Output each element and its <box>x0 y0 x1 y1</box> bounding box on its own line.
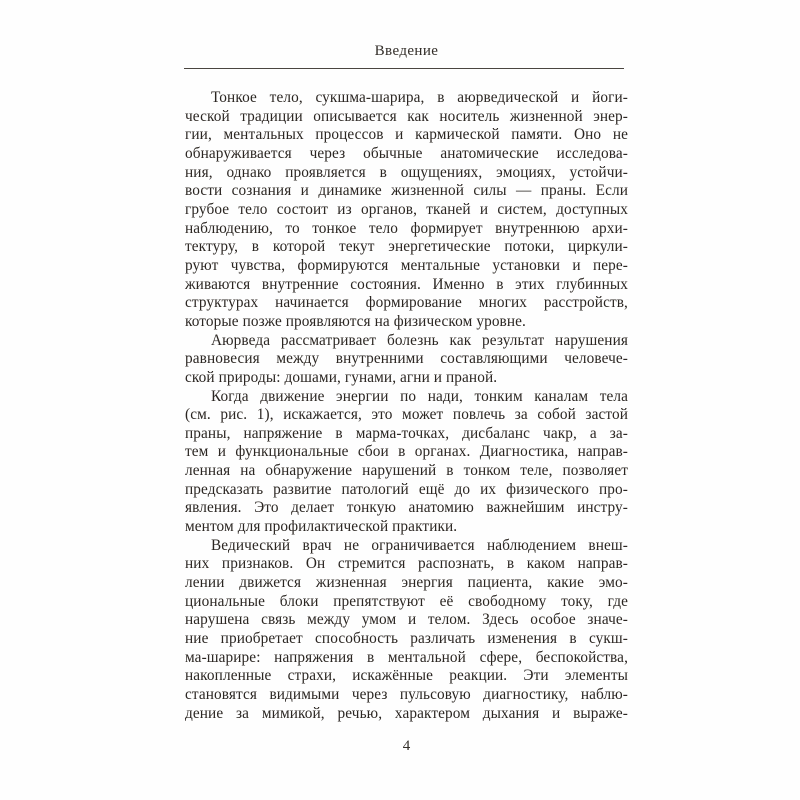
text-line: Тонкое тело, сукшма-шарира, в аюрведической и йоги- <box>211 89 628 106</box>
text-line: предсказать развитие патологий ещё до их физического про- <box>185 480 628 498</box>
text-line: (см. рис. 1), искажается, это может повлечь за собой застой <box>185 406 628 424</box>
text-line: равновесия между внутренними составляющими человече- <box>185 350 628 368</box>
text-line: гии, ментальных процессов и кармической памяти. Оно не <box>185 126 628 144</box>
text-line: ментом для профилактической практики. <box>185 518 458 536</box>
text-line: живаются внутренние состояния. Именно в этих глубинных <box>185 275 628 293</box>
paragraph <box>185 89 628 332</box>
text-line: праны, напряжение в марма-точках, дисбаланс чакр, а за- <box>185 424 628 442</box>
text-line: Аюрведа рассматривает болезнь как результат нарушения <box>211 331 628 349</box>
text-line: ние приобретает способность различать изменения в сукш- <box>185 630 628 648</box>
text-line: грубое тело состоит из органов, тканей и систем, доступных <box>185 200 628 218</box>
text-line: нарушена связь между умом и телом. Здесь особое значе- <box>185 611 628 629</box>
text-line: Когда движение энергии по нади, тонким каналам тела <box>211 387 628 405</box>
text-line: дение за мимикой, речью, характером дыхания и выраже- <box>185 704 628 722</box>
text-line: накопленные страхи, искажённые реакции. Эти элементы <box>185 667 628 685</box>
paragraph <box>185 537 628 724</box>
text-line: лении движется жизненная энергия пациента, какие эмо- <box>185 574 628 592</box>
text-line: ленная на обнаружение нарушений в тонком теле, позволяет <box>185 462 628 480</box>
text-line: ческой традиции описывается как носитель жизненной энер- <box>185 107 628 125</box>
text-line: ния, однако проявляется в ощущениях, эмоциях, устойчи- <box>185 163 628 181</box>
text-line: тектуру, в которой текут энергетические потоки, циркули- <box>185 238 628 256</box>
text-line: вости сознания и динамике жизненной силы — праны. Если <box>185 182 628 200</box>
text-line: них признаков. Он стремится распознать, в каком направ- <box>185 555 628 573</box>
paragraph <box>185 388 628 537</box>
text-line: которые позже проявляются на физическом уровне. <box>185 312 526 330</box>
running-header: Введение <box>374 43 439 59</box>
text-line: ма-шарире: напряжения в ментальной сфере, беспокойства, <box>185 648 628 666</box>
text-line: обнаруживается через обычные анатомические исследова- <box>185 144 628 162</box>
body-text <box>185 89 628 723</box>
text-line: ской природы: дошами, гунами, агни и праной. <box>185 368 498 386</box>
text-line: Ведический врач не ограничивается наблюдением внеш- <box>211 536 628 554</box>
text-line: циональные блоки препятствуют её свободному току, где <box>185 592 628 610</box>
text-line: руют чувства, формируются ментальные установки и пере- <box>185 256 628 274</box>
text-line: тем и функциональные сбои в органах. Диагностика, направ- <box>185 443 628 461</box>
text-line: явления. Это делает тонкую анатомию важнейшим инстру- <box>185 499 628 517</box>
text-line: структурах начинается формирование многих расстройств, <box>185 294 628 312</box>
header-rule <box>184 68 624 69</box>
paragraph <box>185 332 628 388</box>
text-line: наблюдению, то тонкое тело формирует внутреннюю архи- <box>185 219 628 237</box>
page-number: 4 <box>402 738 411 754</box>
text-line: становятся видимыми через пульсовую диагностику, наблю- <box>185 686 628 703</box>
